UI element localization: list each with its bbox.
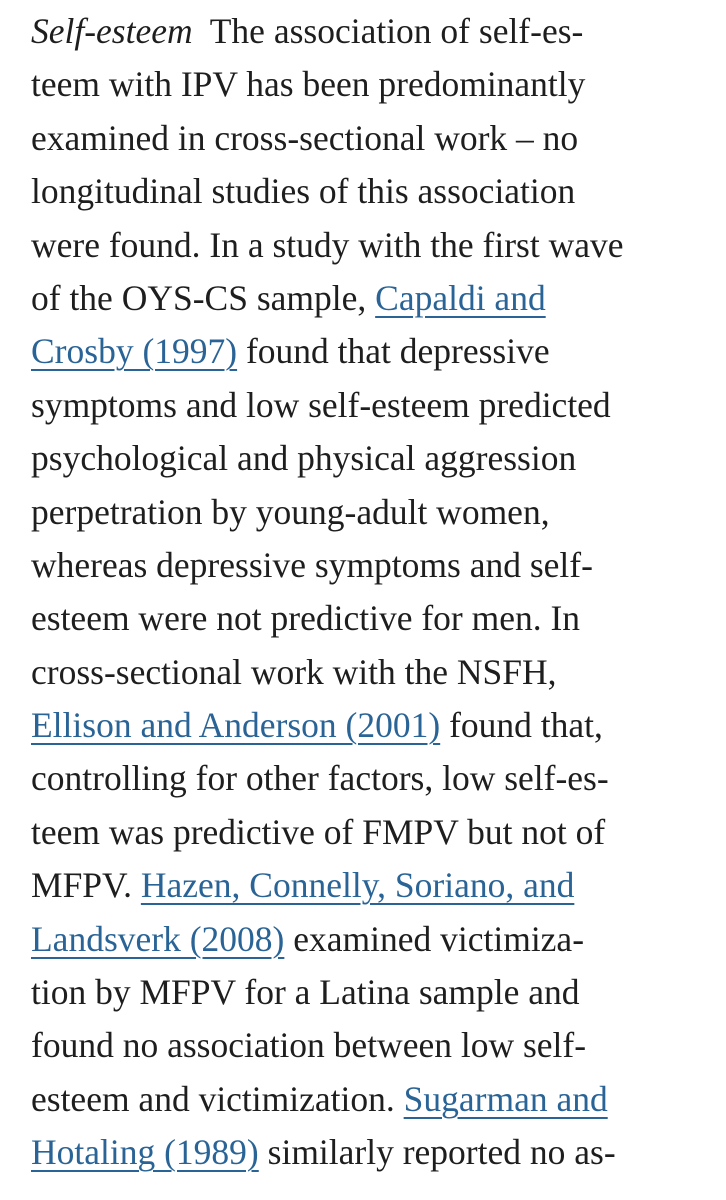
line-text: examined in cross-sectional work – no <box>31 117 579 158</box>
line-text: psychological and physical aggression <box>31 438 577 479</box>
heading-spacer <box>193 11 210 51</box>
text-line <box>31 112 721 165</box>
reference-link-capaldi-crosby-cont[interactable]: Crosby (1997) <box>31 331 238 372</box>
reference-link-ellison-anderson[interactable]: Ellison and Anderson (2001) <box>31 705 441 746</box>
line-text: similarly reported no as- <box>258 1132 616 1173</box>
text-line <box>31 646 721 699</box>
line-text: found that, <box>440 705 603 746</box>
text-line <box>31 1019 721 1072</box>
line-text: whereas depressive symptoms and self- <box>31 544 593 585</box>
text-line <box>31 379 721 432</box>
article-paragraph <box>31 5 721 1180</box>
text-line <box>31 539 721 592</box>
line-text: teem with IPV has been predominantly <box>31 64 586 105</box>
reference-link-hazen-et-al-cont[interactable]: Landsverk (2008) <box>31 918 285 959</box>
text-line <box>31 325 721 378</box>
text-line <box>31 752 721 805</box>
text-line <box>31 272 721 325</box>
text-line <box>31 699 721 752</box>
text-line <box>31 806 721 859</box>
line-text: examined victimiza- <box>284 918 585 959</box>
line-text: esteem were not predictive for men. In <box>31 598 581 639</box>
section-heading: Self-esteem <box>31 11 193 51</box>
line-text: teem was predictive of FMPV but not of <box>31 811 606 852</box>
text-line <box>31 1073 721 1126</box>
reference-link-sugarman-hotaling-cont[interactable]: Hotaling (1989) <box>31 1132 259 1173</box>
line-text: longitudinal studies of this association <box>31 171 576 212</box>
line-text: controlling for other factors, low self-es- <box>31 758 609 799</box>
text-line <box>31 58 721 111</box>
text-line <box>31 966 721 1019</box>
line-text: cross-sectional work with the NSFH, <box>31 651 557 692</box>
reference-link-capaldi-crosby[interactable]: Capaldi and <box>375 277 546 318</box>
line-text: found no association between low self- <box>31 1025 587 1066</box>
line-text: The association of self-es- <box>209 11 584 51</box>
line-text: MFPV. <box>31 865 141 906</box>
line-text: tion by MFPV for a Latina sample and <box>31 972 580 1013</box>
text-line <box>31 1126 721 1179</box>
text-line <box>31 432 721 485</box>
text-line <box>31 486 721 539</box>
line-text: symptoms and low self-esteem predicted <box>31 384 611 425</box>
reference-link-hazen-et-al[interactable]: Hazen, Connelly, Soriano, and <box>140 865 575 906</box>
text-line <box>31 913 721 966</box>
text-line <box>31 165 721 218</box>
text-line <box>31 219 721 272</box>
text-line <box>31 592 721 645</box>
text-line <box>31 5 721 58</box>
line-text: perpetration by young-adult women, <box>31 491 550 532</box>
line-text: of the OYS-CS sample, <box>31 277 376 318</box>
line-text: esteem and victimization. <box>31 1078 404 1119</box>
text-line <box>31 859 721 912</box>
line-text: found that depressive <box>237 331 550 372</box>
reference-link-sugarman-hotaling[interactable]: Sugarman and <box>403 1078 608 1119</box>
line-text: were found. In a study with the first wave <box>31 224 624 265</box>
